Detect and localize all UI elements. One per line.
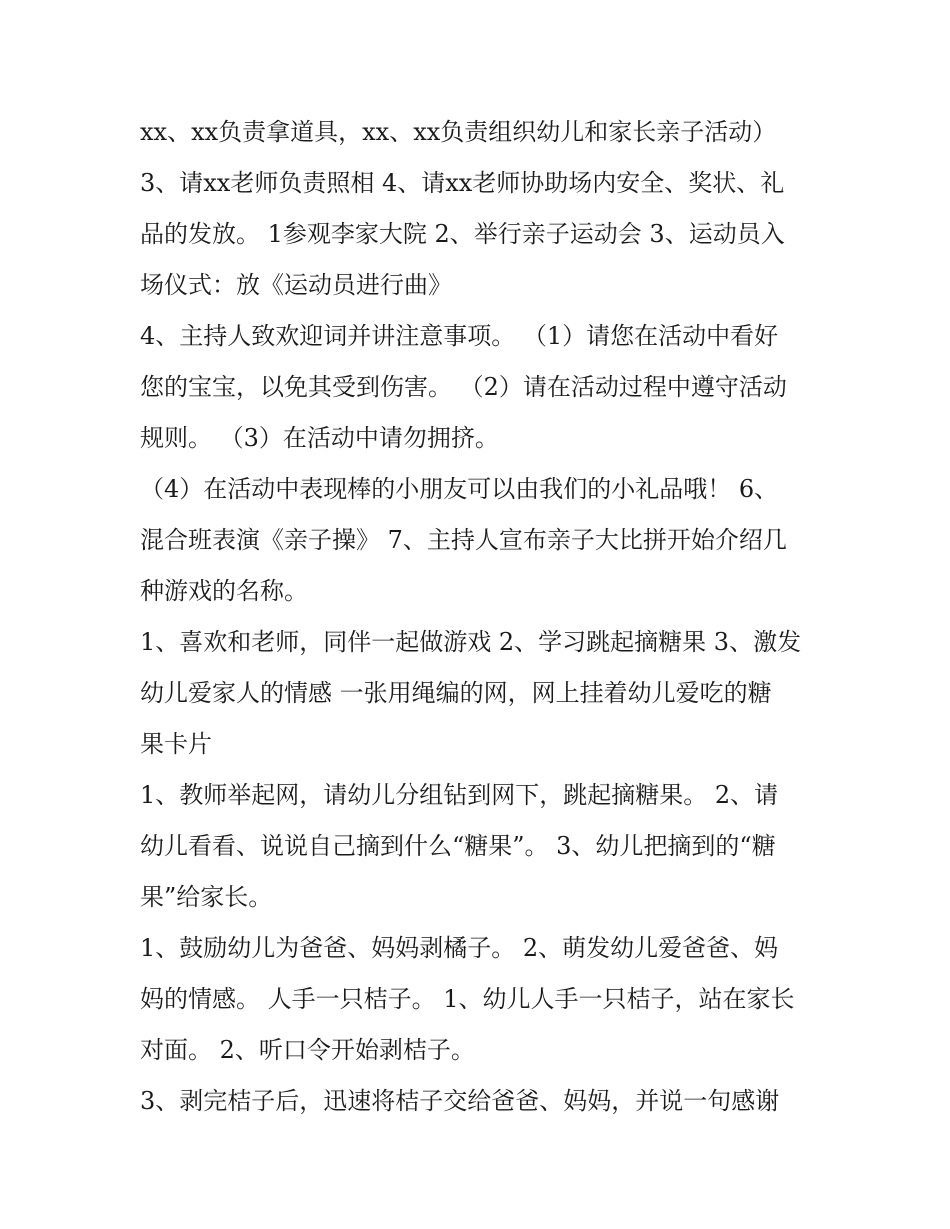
text-line: 场仪式：放《运动员进行曲》	[140, 271, 452, 299]
document-body	[140, 107, 812, 1127]
text-line: 品的发放。 1参观李家大院 2、举行亲子运动会 3、运动员入	[140, 220, 785, 248]
text-line: 3、剥完桔子后，迅速将桔子交给爸爸、妈妈，并说一句感谢	[140, 1087, 780, 1115]
text-line: 幼儿爱家人的情感 一张用绳编的网，网上挂着幼儿爱吃的糖	[140, 679, 772, 707]
text-line: 1、喜欢和老师，同伴一起做游戏 2、学习跳起摘糖果 3、激发	[140, 628, 802, 656]
text-line: 1、教师举起网，请幼儿分组钻到网下，跳起摘糖果。 2、请	[140, 781, 779, 809]
text-line: 您的宝宝，以免其受到伤害。 （2）请在活动过程中遵守活动	[140, 373, 787, 401]
text-line: （4）在活动中表现棒的小朋友可以由我们的小礼品哦！ 6、	[140, 475, 779, 503]
text-line: 果卡片	[140, 730, 212, 758]
text-line: 1、鼓励幼儿为爸爸、妈妈剥橘子。 2、萌发幼儿爱爸爸、妈	[140, 934, 779, 962]
text-line: 3、请xx老师负责照相 4、请xx老师协助场内安全、奖状、礼	[140, 169, 785, 197]
text-line: xx、xx负责拿道具，xx、xx负责组织幼儿和家长亲子活动）	[140, 118, 777, 146]
text-line: 对面。 2、听口令开始剥桔子。	[140, 1036, 475, 1064]
text-line: 幼儿看看、说说自己摘到什么“糖果”。 3、幼儿把摘到的“糖	[140, 832, 776, 860]
text-line: 混合班表演《亲子操》 7、主持人宣布亲子大比拼开始介绍几	[140, 526, 787, 554]
text-line: 种游戏的名称。	[140, 577, 308, 605]
text-line: 妈的情感。 人手一只桔子。 1、幼儿人手一只桔子，站在家长	[140, 985, 795, 1013]
text-line: 4、主持人致欢迎词并讲注意事项。 （1）请您在活动中看好	[140, 322, 779, 350]
text-line: 规则。 （3）在活动中请勿拥挤。	[140, 424, 499, 452]
text-line: 果”给家长。	[140, 883, 273, 911]
